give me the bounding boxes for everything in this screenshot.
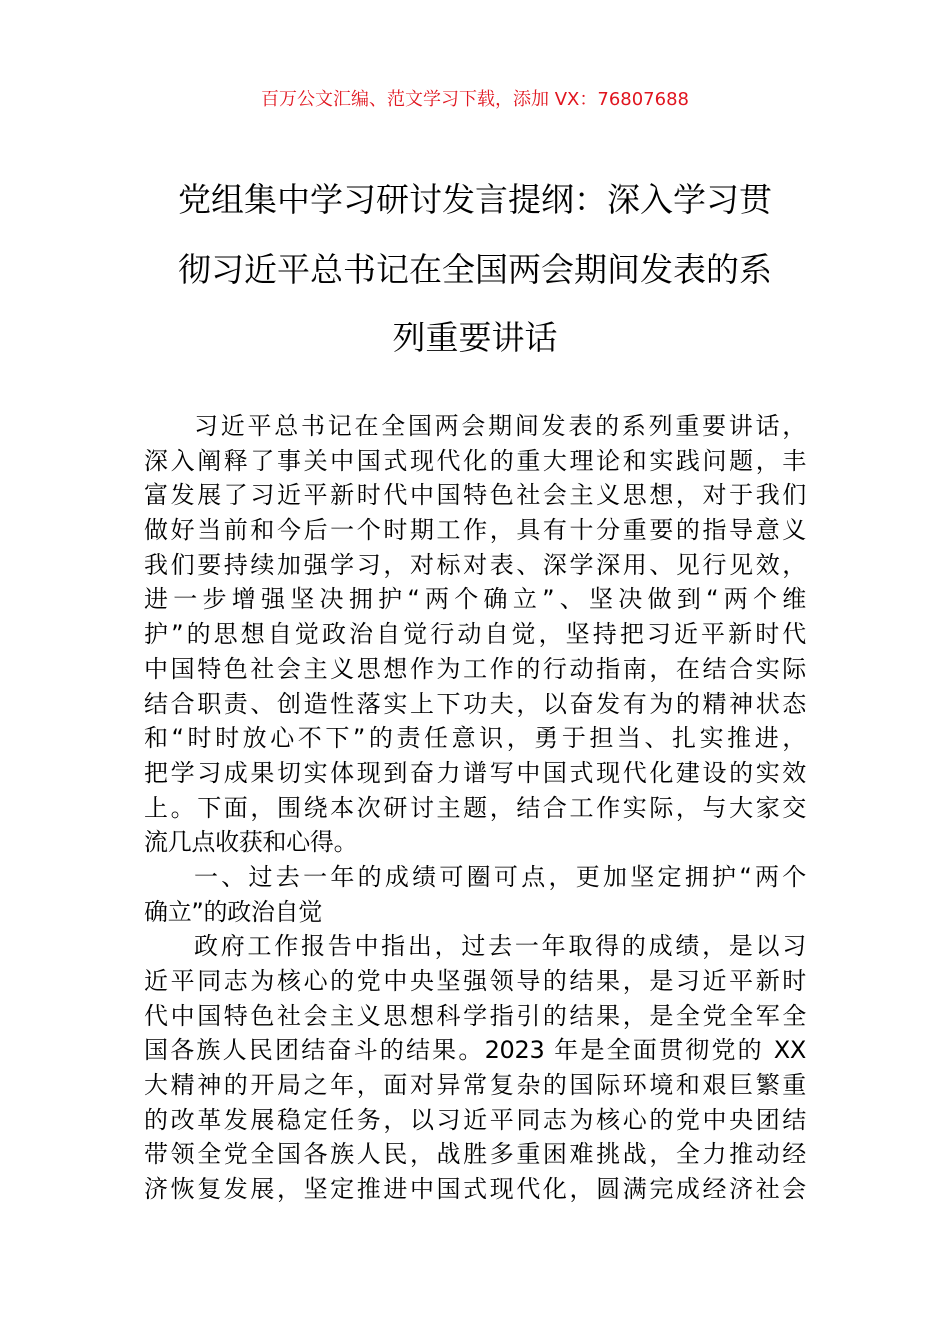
- body-line: 上。下面，围绕本次研讨主题，结合工作实际，与大家交: [144, 793, 806, 822]
- body-line: 的改革发展稳定任务，以习近平同志为核心的党中央团结: [144, 1105, 806, 1134]
- section-heading-line: 确立”的政治自觉: [144, 897, 323, 926]
- body-line: 护”的思想自觉政治自觉行动自觉，坚持把习近平新时代: [144, 620, 806, 649]
- body-line: 富发展了习近平新时代中国特色社会主义思想，对于我们: [144, 481, 806, 510]
- document-title-line-2: 彻习近平总书记在全国两会期间发表的系: [178, 250, 772, 289]
- body-line: 济恢复发展，坚定推进中国式现代化，圆满完成经济社会: [144, 1175, 806, 1204]
- body-line: 带领全党全国各族人民，战胜多重困难挑战，全力推动经: [144, 1140, 806, 1169]
- body-line: 国各族人民团结奋斗的结果。2023 年是全面贯彻党的 XX: [144, 1036, 806, 1065]
- body-line: 把学习成果切实体现到奋力谱写中国式现代化建设的实效: [144, 758, 806, 787]
- body-line: 大精神的开局之年，面对异常复杂的国际环境和艰巨繁重: [144, 1071, 806, 1100]
- body-line: 近平同志为核心的党中央坚强领导的结果，是习近平新时: [144, 967, 806, 995]
- document-title-line-3: 列重要讲话: [392, 318, 558, 357]
- document-title-line-1: 党组集中学习研讨发言提纲：深入学习贯: [178, 180, 772, 219]
- document-body: [144, 409, 806, 1207]
- body-line: 和“时时放心不下”的责任意识，勇于担当、扎实推进，: [144, 724, 806, 753]
- body-line: 深入阐释了事关中国式现代化的重大理论和实践问题，丰: [144, 446, 806, 475]
- watermark-header: 百万公文汇编、范文学习下载，添加 VX：76807688: [261, 89, 689, 110]
- section-heading-line: 一、过去一年的成绩可圈可点，更加坚定拥护“两个: [194, 862, 806, 891]
- body-line: 结合职责、创造性落实上下功夫，以奋发有为的精神状态: [144, 689, 806, 718]
- body-line: 我们要持续加强学习，对标对表、深学深用、见行见效，: [144, 550, 806, 579]
- body-line: 习近平总书记在全国两会期间发表的系列重要讲话，: [194, 412, 806, 440]
- body-line: 做好当前和今后一个时期工作，具有十分重要的指导意义: [144, 516, 806, 545]
- body-line: 代中国特色社会主义思想科学指引的结果，是全党全军全: [144, 1001, 806, 1030]
- body-line: 中国特色社会主义思想作为工作的行动指南，在结合实际: [144, 654, 806, 683]
- body-line: 政府工作报告中指出，过去一年取得的成绩，是以习: [194, 932, 806, 961]
- body-line: 进一步增强坚决拥护“两个确立”、坚决做到“两个维: [144, 585, 806, 614]
- body-line: 流几点收获和心得。: [144, 828, 358, 857]
